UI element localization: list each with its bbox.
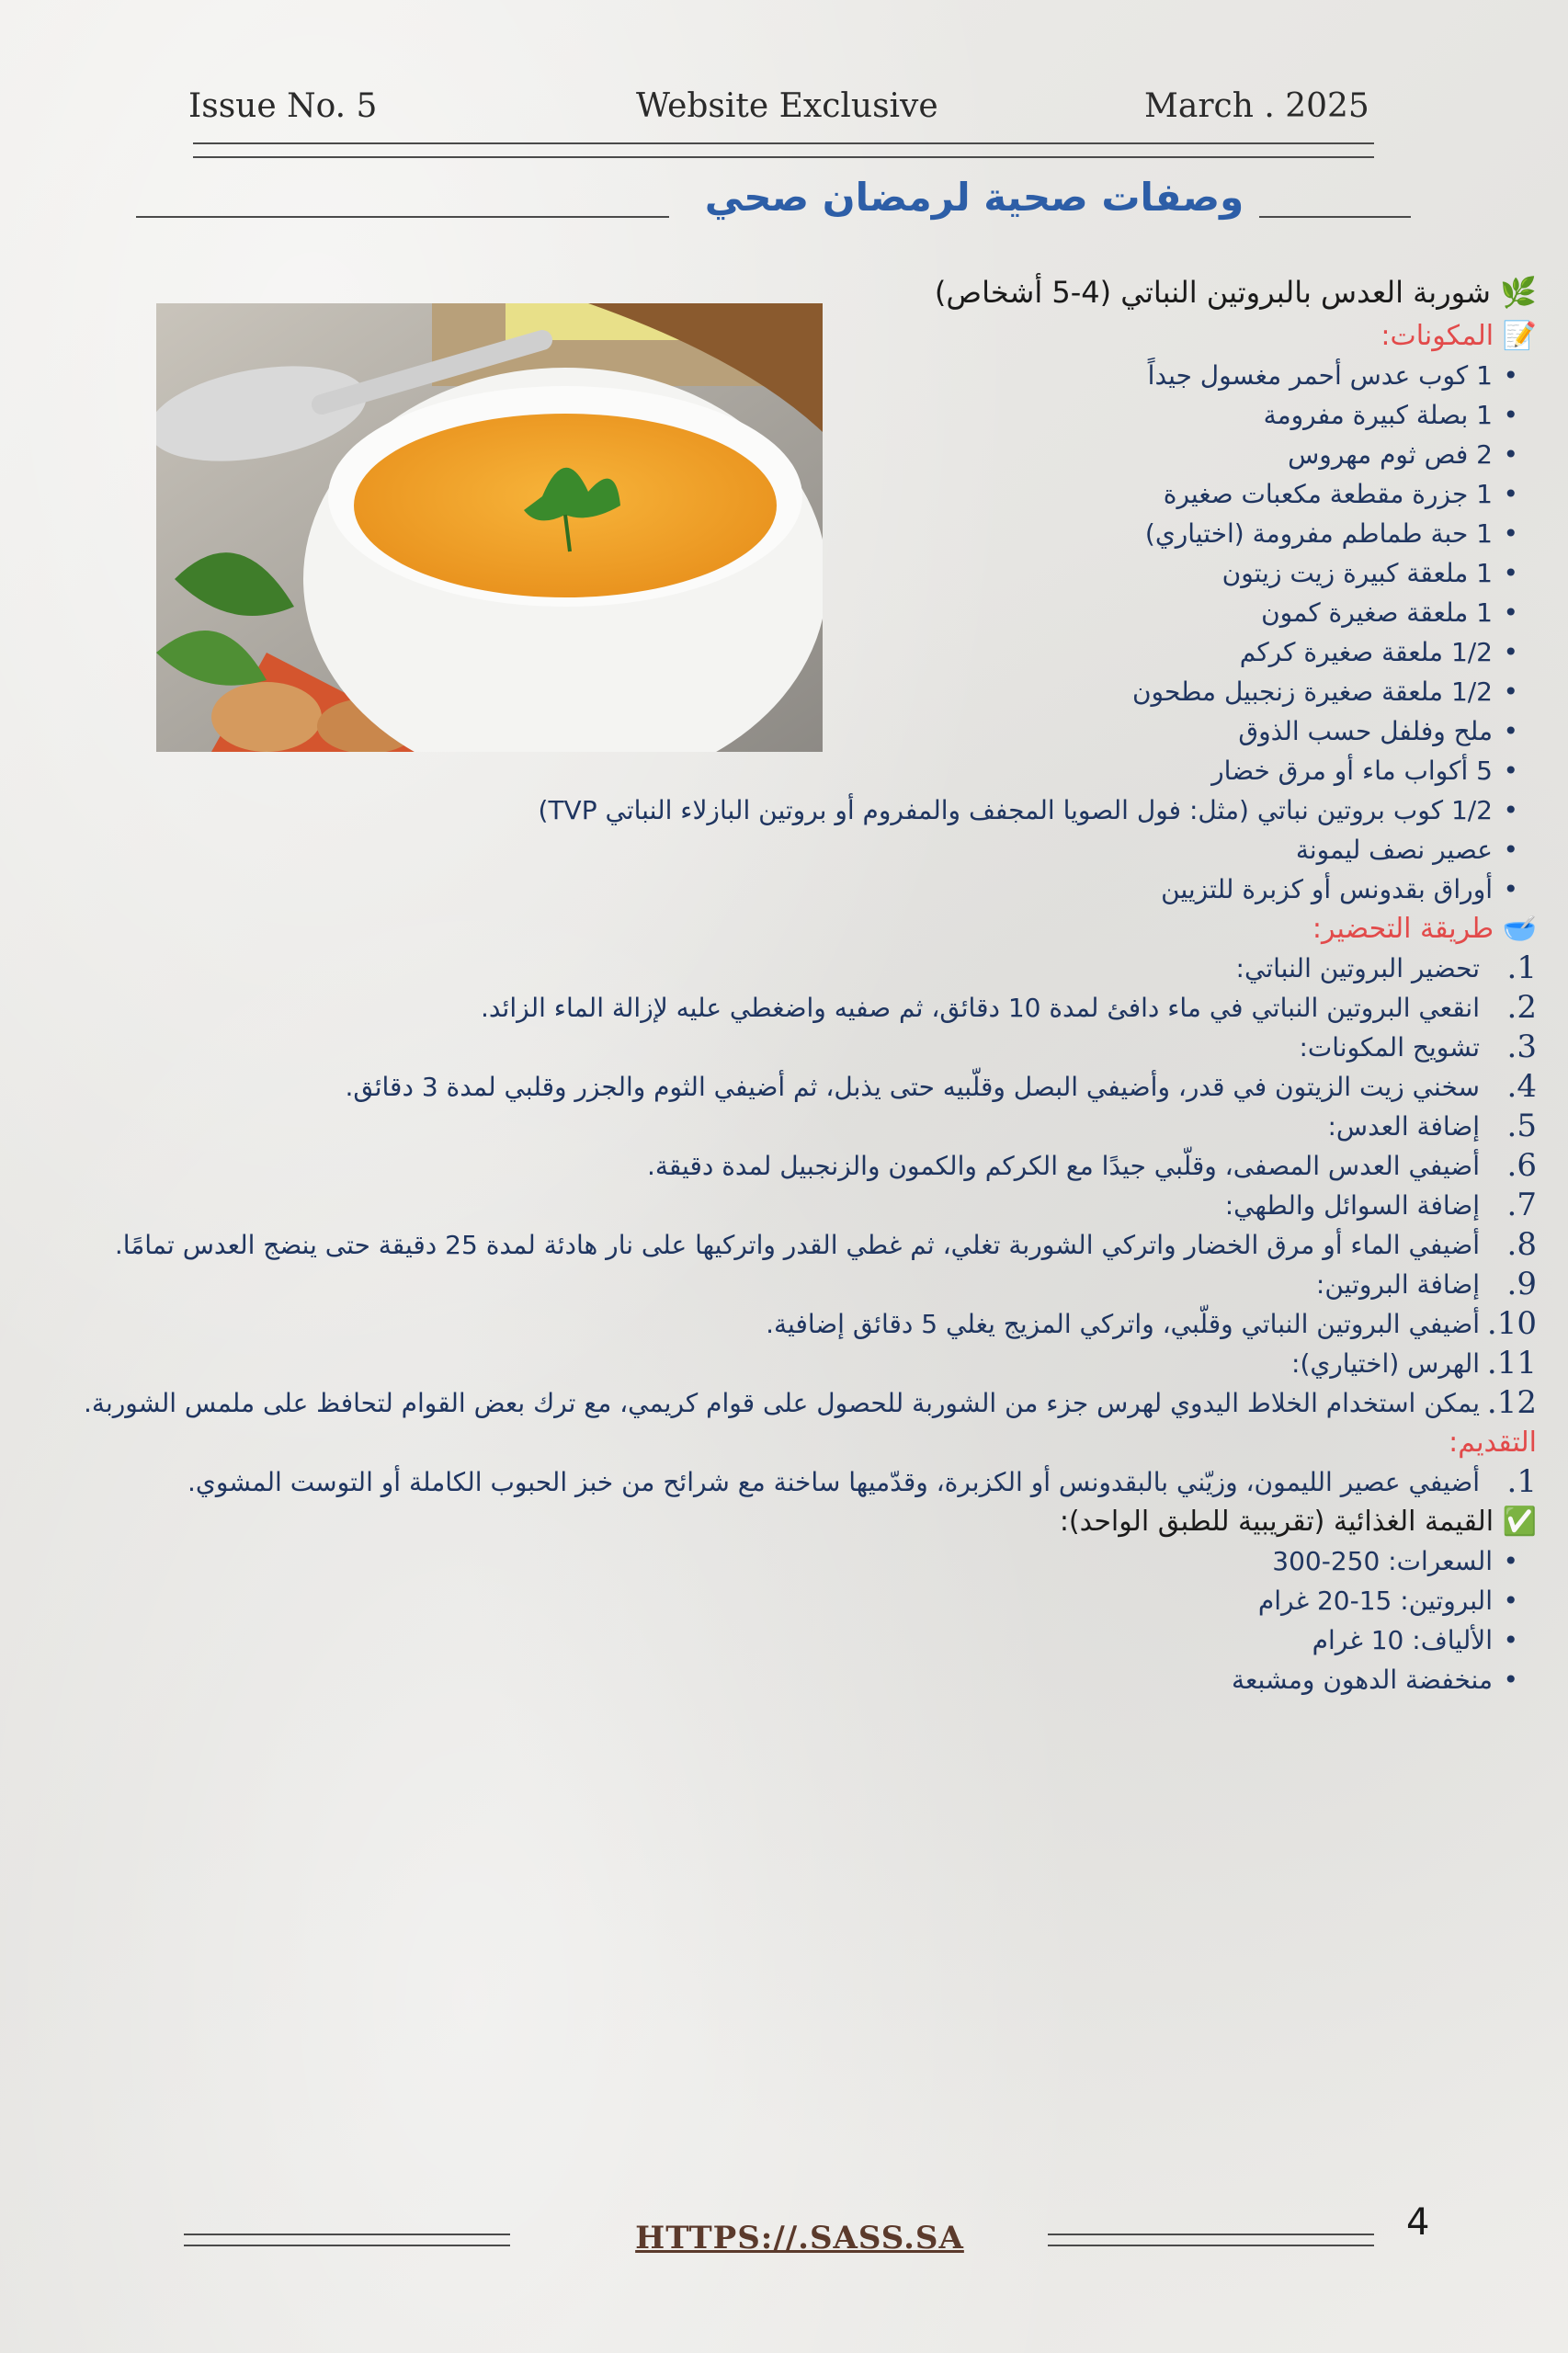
- list-item: • السعرات: 250-300: [48, 1541, 1537, 1581]
- bowl-icon: 🥣: [1502, 913, 1537, 945]
- list-item: • 1/2 ملعقة صغيرة زنجبيل مطحون: [48, 672, 1537, 711]
- list-item: • 1 بصلة كبيرة مفرومة: [48, 395, 1537, 435]
- list-item: • 1 جزرة مقطعة مكعبات صغيرة: [48, 474, 1537, 514]
- footer-rule-right-bottom: [1048, 2245, 1374, 2246]
- serving-heading: التقديم:: [1449, 1427, 1537, 1459]
- website-link[interactable]: HTTPS://.SASS.SA: [635, 2220, 964, 2256]
- step-item: 9. إضافة البروتين:: [1315, 1266, 1537, 1302]
- dish-heading: [48, 268, 1537, 316]
- memo-icon: 📝: [1502, 320, 1537, 352]
- step-item: 7. إضافة السوائل والطهي:: [1224, 1187, 1537, 1223]
- step-item: 5. إضافة العدس:: [1327, 1108, 1537, 1144]
- footer-rule-right-top: [1048, 2234, 1374, 2235]
- step-item: 4. سخني زيت الزيتون في قدر، وأضيفي البصل وقلّبيه حتى يذبل، ثم أضيفي الثوم والجزر وقلبي لمدة 3 دقائق.: [345, 1068, 1537, 1105]
- page-number: 4: [1406, 2201, 1430, 2244]
- step-item: 1. أضيفي عصير الليمون، وزيّني بالبقدونس أو الكزبرة، وقدّميها ساخنة مع شرائح من خبز الحبوب الكاملة أو التوست المشوي.: [187, 1463, 1537, 1500]
- step-item: 11. الهرس (اختياري):: [1291, 1345, 1537, 1381]
- list-item: • 1 ملعقة صغيرة كمون: [48, 593, 1537, 632]
- title-rule-right: [1259, 216, 1411, 218]
- step-item: 6. أضيفي العدس المصفى، وقلّبي جيدًا مع الكركم والكمون والزنجبيل لمدة دقيقة.: [646, 1147, 1537, 1184]
- list-item: • 1 ملعقة كبيرة زيت زيتون: [48, 553, 1537, 593]
- serving-steps: [48, 1462, 1537, 1502]
- list-item: • 5 أكواب ماء أو مرق خضار: [48, 751, 1537, 790]
- preparation-steps: [48, 949, 1537, 1423]
- footer-rule-left-bottom: [184, 2245, 510, 2246]
- step-item: 1. تحضير البروتين النباتي:: [1235, 949, 1537, 986]
- list-item: • البروتين: 15-20 غرام: [48, 1581, 1537, 1620]
- check-icon: ✅: [1502, 1506, 1537, 1538]
- step-item: 8. أضيفي الماء أو مرق الخضار واتركي الشوربة تغلي، ثم غطي القدر واتركيها على نار هادئة لمدة 25 دقيقة حتى ينضج العدس تمامًا.: [114, 1226, 1537, 1263]
- header-divider-top: [193, 142, 1374, 144]
- list-item: • 1 كوب عدس أحمر مغسول جيداً: [48, 356, 1537, 395]
- step-item: 2. انقعي البروتين النباتي في ماء دافئ لمدة 10 دقائق، ثم صفيه واضغطي عليه لإزالة الماء الزائد.: [480, 989, 1537, 1026]
- list-item: • عصير نصف ليمونة: [48, 830, 1537, 870]
- list-item: • الألياف: 10 غرام: [48, 1620, 1537, 1660]
- step-item: 10. أضيفي البروتين النباتي وقلّبي، واتركي المزيج يغلي 5 دقائق إضافية.: [766, 1305, 1537, 1342]
- list-item: • 1/2 ملعقة صغيرة كركم: [48, 632, 1537, 672]
- list-item: • منخفضة الدهون ومشبعة: [48, 1660, 1537, 1699]
- dish-name: شوربة العدس بالبروتين النباتي (4-5 أشخاص): [934, 275, 1491, 310]
- ingredients-heading: 📝 المكونات:: [1381, 320, 1537, 352]
- step-item: 12. يمكن استخدام الخلاط اليدوي لهرس جزء من الشوربة للحصول على قوام كريمي، مع ترك بعض القوام لتحافظ على ملمس الشوربة.: [84, 1384, 1537, 1421]
- list-item: • 1/2 كوب بروتين نباتي (مثل: فول الصويا المجفف والمفروم أو بروتين البازلاء النباتي TVP): [48, 790, 1537, 830]
- page-title: وصفات صحية لرمضان صحي: [704, 175, 1244, 220]
- list-item: • أوراق بقدونس أو كزبرة للتزيين: [48, 870, 1537, 909]
- issue-date: March . 2025: [1144, 87, 1369, 125]
- title-rule-left: [136, 216, 669, 218]
- header-divider-bottom: [193, 156, 1374, 158]
- list-item: • ملح وفلفل حسب الذوق: [48, 711, 1537, 751]
- step-item: 3. تشويح المكونات:: [1299, 1029, 1537, 1065]
- issue-number: Issue No. 5: [188, 87, 378, 125]
- list-item: • 1 حبة طماطم مفرومة (اختياري): [48, 514, 1537, 553]
- list-item: • 2 فص ثوم مهروس: [48, 435, 1537, 474]
- recipe-content: [48, 268, 1537, 1699]
- nutrition-heading: ✅ القيمة الغذائية (تقريبية للطبق الواحد):: [1059, 1506, 1537, 1538]
- nutrition-list: [48, 1541, 1537, 1699]
- website-exclusive-label: Website Exclusive: [636, 87, 938, 125]
- ingredients-list: [48, 356, 1537, 909]
- herb-icon: 🌿: [1500, 275, 1537, 310]
- preparation-heading: 🥣 طريقة التحضير:: [1312, 913, 1537, 945]
- footer-rule-left-top: [184, 2234, 510, 2235]
